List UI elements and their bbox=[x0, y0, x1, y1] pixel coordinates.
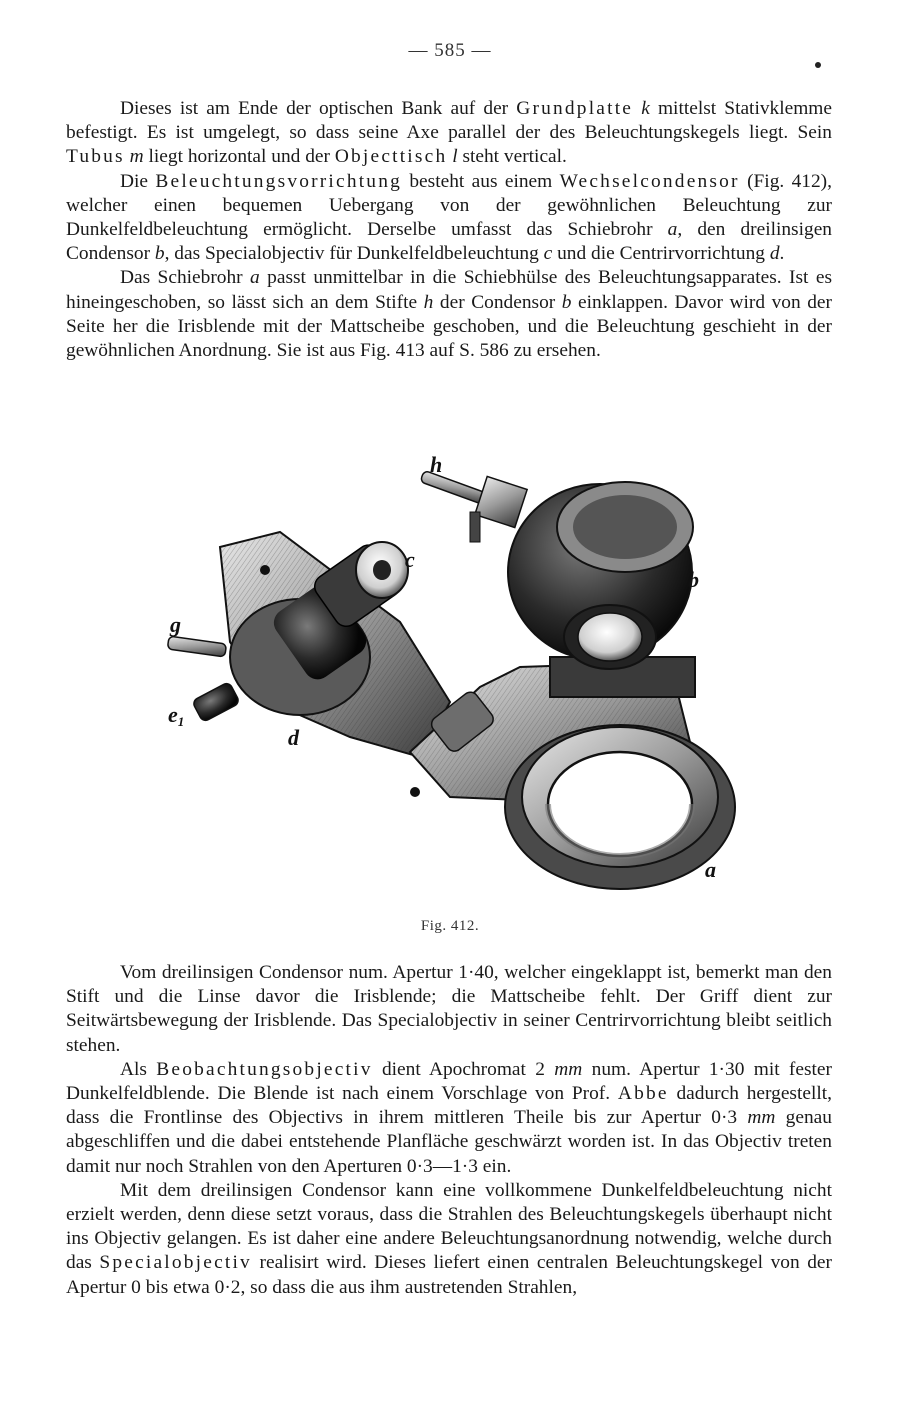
text-run: , den dreilinsigen Condensor bbox=[66, 219, 832, 265]
italic-letter: d bbox=[769, 243, 780, 265]
three-lens-condensor bbox=[508, 482, 695, 697]
page-number: — 585 — bbox=[408, 40, 492, 61]
spaced-term: Beleuchtungsvorrichtung bbox=[155, 170, 402, 192]
text-run: Als bbox=[120, 1058, 157, 1080]
spaced-term: Abbe bbox=[617, 1083, 669, 1105]
figure-label-b: b bbox=[688, 567, 699, 592]
paragraph-4: Vom dreilinsigen Condensor num. Apertur 1·40, welcher eingeklappt ist, bemerkt man den Stift und die Linse davor die Irisblende; die Mattscheibe fehlt. Der Griff dient zur Seitwärtsbewegung der Irisblende. Das Specialobjectiv in seiner Centrirvorrichtung bleibt seitlich stehen. bbox=[66, 962, 832, 1056]
text-run: passt unmittelbar in die Schiebhülse des Beleuchtungsapparates. Ist es hineingeschoben, so lässt sich an dem Stifte bbox=[66, 267, 832, 313]
bottom-text bbox=[66, 961, 832, 1300]
paragraph-3 bbox=[66, 266, 832, 363]
text-run: . bbox=[779, 243, 785, 265]
spaced-term: Tubus bbox=[66, 146, 125, 168]
spaced-term: Wechselcondensor bbox=[559, 170, 740, 192]
text-run: und die Centrirvorrichtung bbox=[552, 243, 770, 265]
figure-412-illustration bbox=[150, 452, 750, 907]
figure-label-g: g bbox=[170, 612, 181, 637]
text-run: dadurch hergestellt, dass die Frontlinse des Objectivs in ihrem mittleren Theile bis zur Apertur 0·3 bbox=[66, 1083, 832, 1129]
spaced-term: Specialobjectiv bbox=[99, 1252, 252, 1274]
italic-letter: h bbox=[423, 291, 434, 313]
text-run: Mit dem dreilinsigen Condensor kann eine vollkommene Dunkelfeldbeleuchtung nicht erzielt werden, denn diese setzt voraus, dass die Strahlen des Beleuchtungskegels überhaupt nicht ins Objectiv gelangen. Es ist daher eine andere Beleuchtungsanordnung notwendig, welche durch das bbox=[66, 1179, 832, 1274]
figure-label-a: a bbox=[705, 857, 716, 882]
spaced-term: Beobachtungsobjectiv bbox=[156, 1058, 373, 1080]
pins bbox=[167, 636, 240, 722]
italic-letter: a bbox=[667, 219, 678, 241]
figure-label-c: c bbox=[405, 547, 415, 572]
italic-unit: mm bbox=[554, 1058, 583, 1080]
figure-label-h: h bbox=[430, 452, 443, 477]
spaced-term: Objecttisch bbox=[334, 146, 448, 168]
italic-letter: k bbox=[633, 98, 650, 119]
italic-letter: l bbox=[447, 146, 458, 168]
italic-letter: m bbox=[124, 146, 144, 168]
text-run: Die bbox=[120, 170, 156, 192]
text-run: dient Apochromat 2 bbox=[372, 1058, 555, 1080]
italic-letter: b bbox=[154, 243, 165, 265]
pin-h bbox=[420, 470, 527, 542]
text-run: steht vertical. bbox=[457, 146, 567, 168]
paragraph-2 bbox=[66, 170, 832, 267]
figure-label-e: e1 bbox=[168, 702, 185, 729]
text-run: liegt horizontal und der bbox=[143, 146, 335, 168]
text-run: mittelst Stativklemme befestigt. Es ist umgelegt, so dass seine Axe parallel der des Beleuchtungskegels liegt. Sein bbox=[66, 98, 832, 144]
text-run: genau abgeschliffen und die dabei entstehende Planfläche geschwärzt worden ist. In das Objectiv treten damit nur noch Strahlen von den Aperturen 0·3—1·3 ein. bbox=[66, 1107, 832, 1177]
italic-unit: mm bbox=[747, 1107, 776, 1129]
sliding-tube-ring bbox=[505, 725, 735, 889]
text-run: einklappen. Davor wird von der Seite her die Irisblende mit der Mattscheibe geschoben, und die Beleuchtung geschieht in der gewöhnlichen Anordnung. Sie ist aus Fig. 413 auf S. 586 zu ersehen. bbox=[66, 291, 832, 362]
italic-letter: a bbox=[250, 267, 260, 289]
figure-caption: Fig. 412. bbox=[420, 918, 480, 934]
paragraph-6 bbox=[66, 1179, 832, 1300]
text-run: (Fig. 412), welcher einen bequemen Uebergang von der gewöhnlichen Beleuchtung zur Dunkelfeldbeleuchtung ermöglicht. Derselbe umfasst das Schiebrohr bbox=[66, 170, 832, 241]
italic-letter: c bbox=[543, 243, 553, 265]
text-run: besteht aus einem bbox=[402, 170, 560, 192]
figure-label-d: d bbox=[288, 725, 299, 750]
wechselcondensor-drawing bbox=[150, 452, 750, 907]
italic-letter: b bbox=[561, 291, 572, 313]
paragraph-5 bbox=[66, 1058, 832, 1179]
text-run: num. Apertur 1·30 mit fester Dunkelfeldblende. Die Blende ist nach einem Vorschlage von Prof. bbox=[66, 1058, 832, 1105]
text-run: Das Schiebrohr bbox=[120, 267, 251, 289]
paragraph-1 bbox=[66, 97, 832, 170]
text-run: der Condensor bbox=[433, 291, 562, 313]
top-text bbox=[66, 97, 832, 363]
ink-speck bbox=[815, 62, 821, 68]
text-run: , das Specialobjectiv für Dunkelfeldbeleuchtung bbox=[164, 243, 544, 265]
text-run: realisirt wird. Dieses liefert einen centralen Beleuchtungskegel von der Apertur 0 bis etwa 0·2, so dass die aus ihm austretenden Strahlen, bbox=[66, 1252, 832, 1298]
text-run: Dieses ist am Ende der optischen Bank auf der bbox=[120, 98, 517, 119]
spaced-term: Grundplatte bbox=[516, 98, 634, 119]
